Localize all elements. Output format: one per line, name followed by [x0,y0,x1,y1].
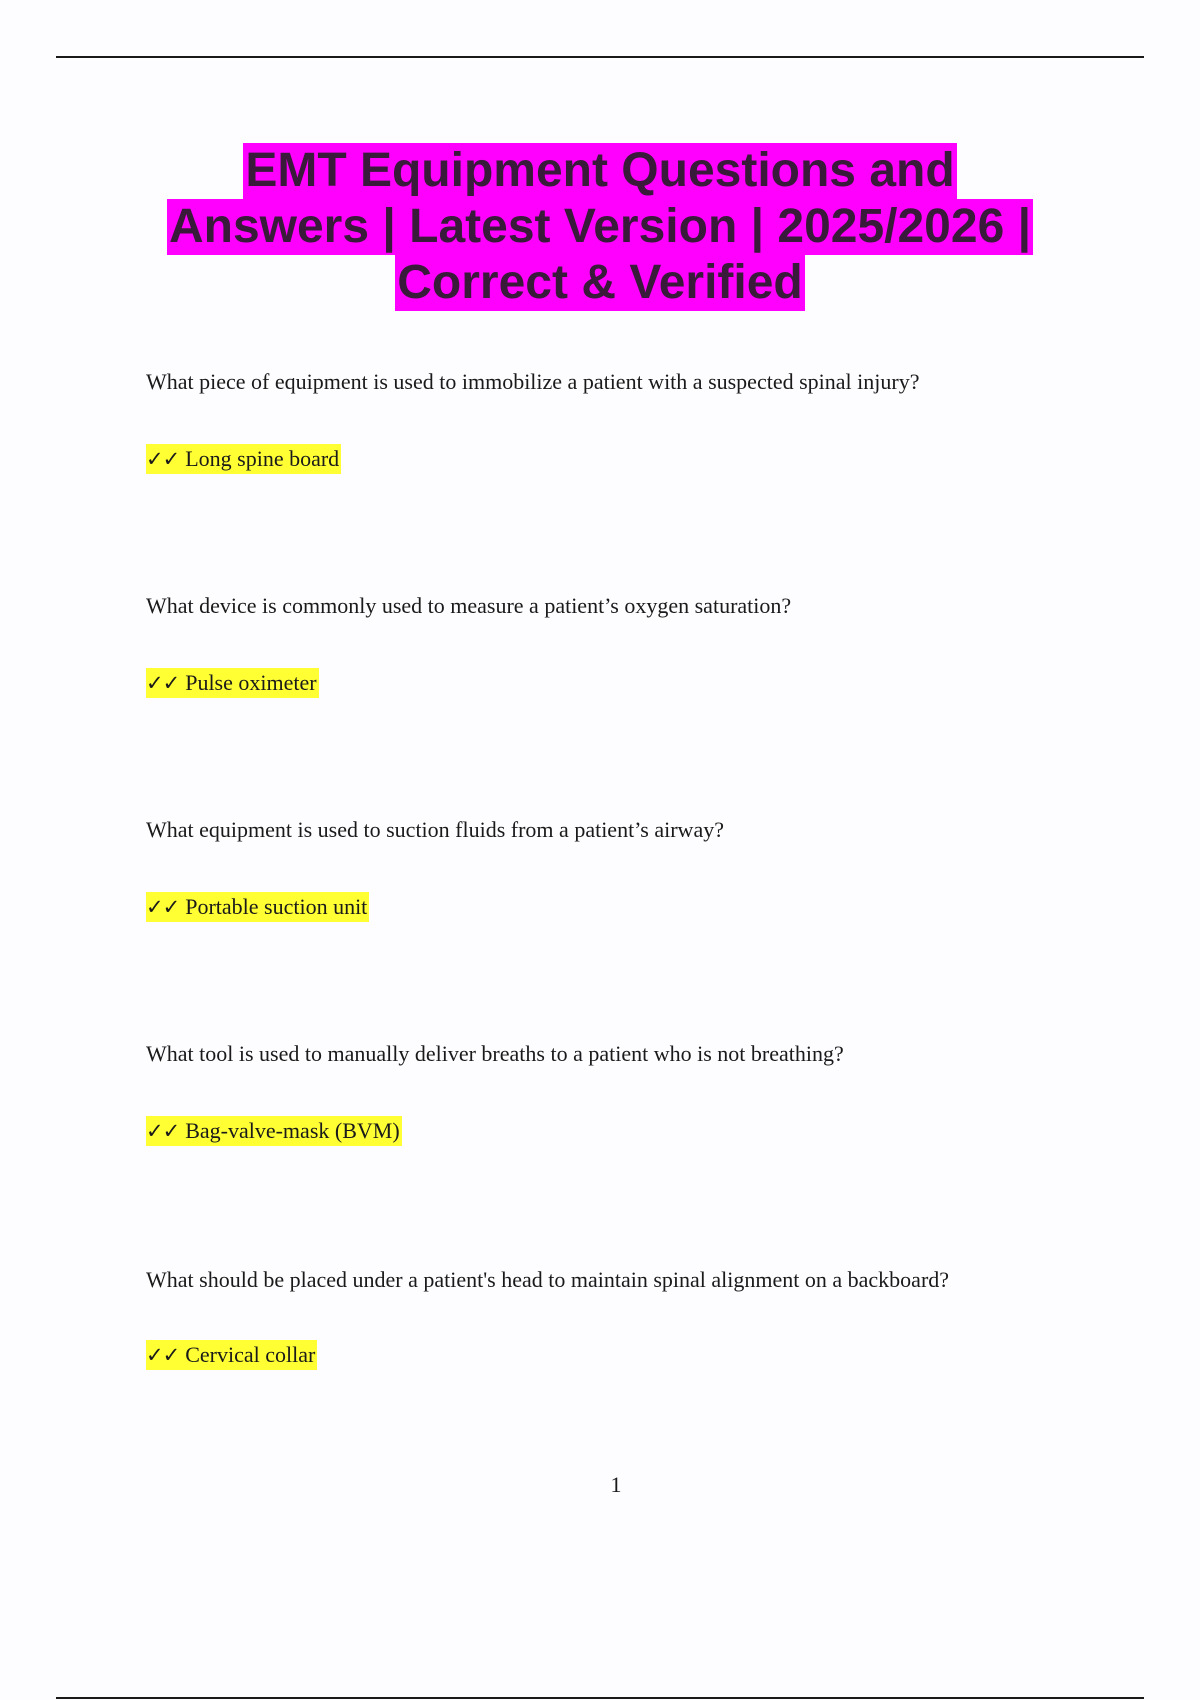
page-number: 1 [610,1472,622,1497]
answer-highlight [146,892,369,922]
answer-highlight [146,444,341,474]
qa-item [146,1040,1076,1143]
qa-item [146,1266,1076,1367]
qa-item [146,592,1076,695]
answer-text: Portable suction unit [185,894,368,919]
question-text: What equipment is used to suction fluids from a patient’s airway? [146,817,724,842]
double-check-icon: ✓✓ [146,447,180,471]
document-title [100,143,1100,311]
answer-highlight [146,668,319,698]
question-text: What tool is used to manually deliver breaths to a patient who is not breathing? [146,1041,844,1066]
title-line-2: Answers | Latest Version | 2025/2026 | [168,200,1032,253]
bottom-rule [56,1697,1144,1699]
double-check-icon: ✓✓ [146,1119,180,1143]
question-text: What piece of equipment is used to immobilize a patient with a suspected spinal injury? [146,369,920,394]
qa-item [146,816,1076,919]
double-check-icon: ✓✓ [146,895,180,919]
question-text: What should be placed under a patient's head to maintain spinal alignment on a backboard? [146,1267,950,1292]
qa-item [146,368,1076,471]
title-line-3: Correct & Verified [397,256,803,309]
double-check-icon: ✓✓ [146,1343,180,1367]
answer-text: Pulse oximeter [185,670,317,695]
top-rule [56,56,1144,58]
title-line-1: EMT Equipment Questions and [245,144,955,197]
answer-highlight [146,1116,402,1146]
double-check-icon: ✓✓ [146,671,180,695]
answer-text: Cervical collar [185,1342,316,1367]
question-text: What device is commonly used to measure a patient’s oxygen saturation? [146,593,792,618]
answer-highlight [146,1340,317,1370]
answer-text: Bag-valve-mask (BVM) [185,1118,400,1143]
answer-text: Long spine board [185,446,340,471]
